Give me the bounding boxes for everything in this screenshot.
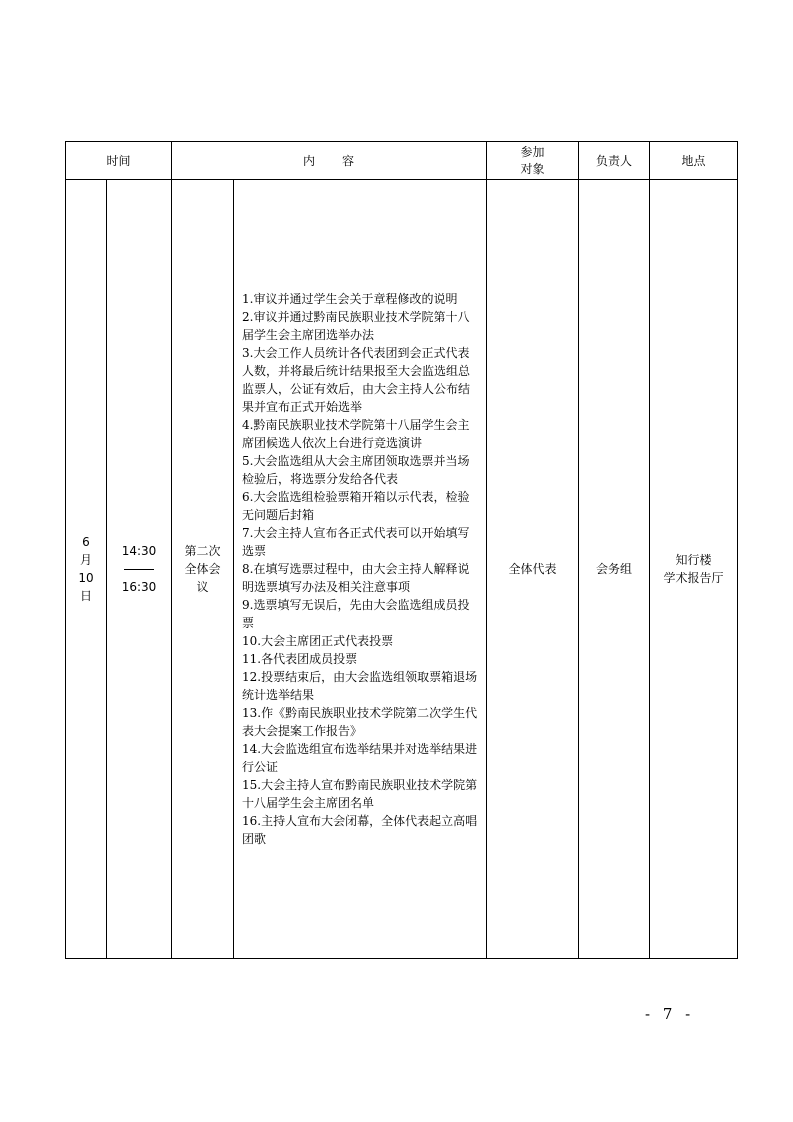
responsible-cell: 会务组 [579, 180, 650, 959]
time-start: 14:30 [121, 544, 157, 558]
agenda-item: 2.审议并通过黔南民族职业技术学院第十八届学生会主席团选举办法 [242, 310, 470, 342]
agenda-item: 16.主持人宣布大会闭幕，全体代表起立高唱团歌 [242, 814, 478, 846]
schedule-row [66, 180, 738, 959]
agenda-item: 6.大会监选组检验票箱开箱以示代表，检验无问题后封箱 [242, 490, 470, 522]
header-participants-line1: 参加 [520, 144, 545, 159]
schedule-table [65, 141, 738, 959]
date-char: 10 [78, 571, 94, 585]
agenda-item: 5.大会监选组从大会主席团领取选票并当场检验后，将选票分发给各代表 [242, 454, 470, 486]
date-char: 6 [82, 535, 90, 549]
agenda-item: 8.在填写选票过程中，由大会主持人解释说明选票填写办法及相关注意事项 [242, 562, 470, 594]
agenda-item: 11.各代表团成员投票 [242, 652, 358, 666]
date-char: 日 [79, 589, 92, 603]
participants-cell: 全体代表 [487, 180, 579, 959]
header-responsible: 负责人 [579, 142, 650, 180]
header-location: 地点 [650, 142, 738, 180]
header-participants-line2: 对象 [520, 161, 545, 176]
page-number: - 7 - [645, 1005, 695, 1023]
agenda-item: 1.审议并通过学生会关于章程修改的说明 [242, 292, 458, 306]
agenda-item: 12.投票结束后，由大会监选组领取票箱退场统计选举结果 [242, 670, 478, 702]
agenda-item: 15.大会主持人宣布黔南民族职业技术学院第十八届学生会主席团名单 [242, 778, 478, 810]
header-content: 内 容 [172, 142, 487, 180]
date-char: 月 [79, 553, 92, 567]
session-cell [172, 180, 234, 959]
agenda-item: 10.大会主席团正式代表投票 [242, 634, 394, 648]
location-line1: 知行楼 [675, 553, 712, 567]
time-dash [124, 569, 154, 570]
agenda-list [242, 290, 480, 848]
agenda-item: 7.大会主持人宣布各正式代表可以开始填写选票 [242, 526, 470, 558]
location-cell [650, 180, 738, 959]
agenda-item: 9.选票填写无误后，先由大会监选组成员投票 [242, 598, 470, 630]
header-time: 时间 [66, 142, 172, 180]
time-end: 16:30 [121, 580, 157, 594]
header-row [66, 142, 738, 180]
time-cell [107, 180, 172, 959]
agenda-item: 4.黔南民族职业技术学院第十八届学生会主席团候选人依次上台进行竞选演讲 [242, 418, 470, 450]
agenda-item: 13.作《黔南民族职业技术学院第二次学生代表大会提案工作报告》 [242, 706, 478, 738]
content-cell [234, 180, 487, 959]
agenda-item: 14.大会监选组宣布选举结果并对选举结果进行公证 [242, 742, 478, 774]
agenda-item: 3.大会工作人员统计各代表团到会正式代表人数，并将最后统计结果报至大会监选组总监票人，公证有效后，由大会主持人公布结果并宣布正式开始选举 [242, 346, 471, 414]
date-cell [66, 180, 107, 959]
session-name: 第二次全体会议 [184, 544, 221, 594]
location-line2: 学术报告厅 [663, 571, 724, 585]
header-participants [487, 142, 579, 180]
